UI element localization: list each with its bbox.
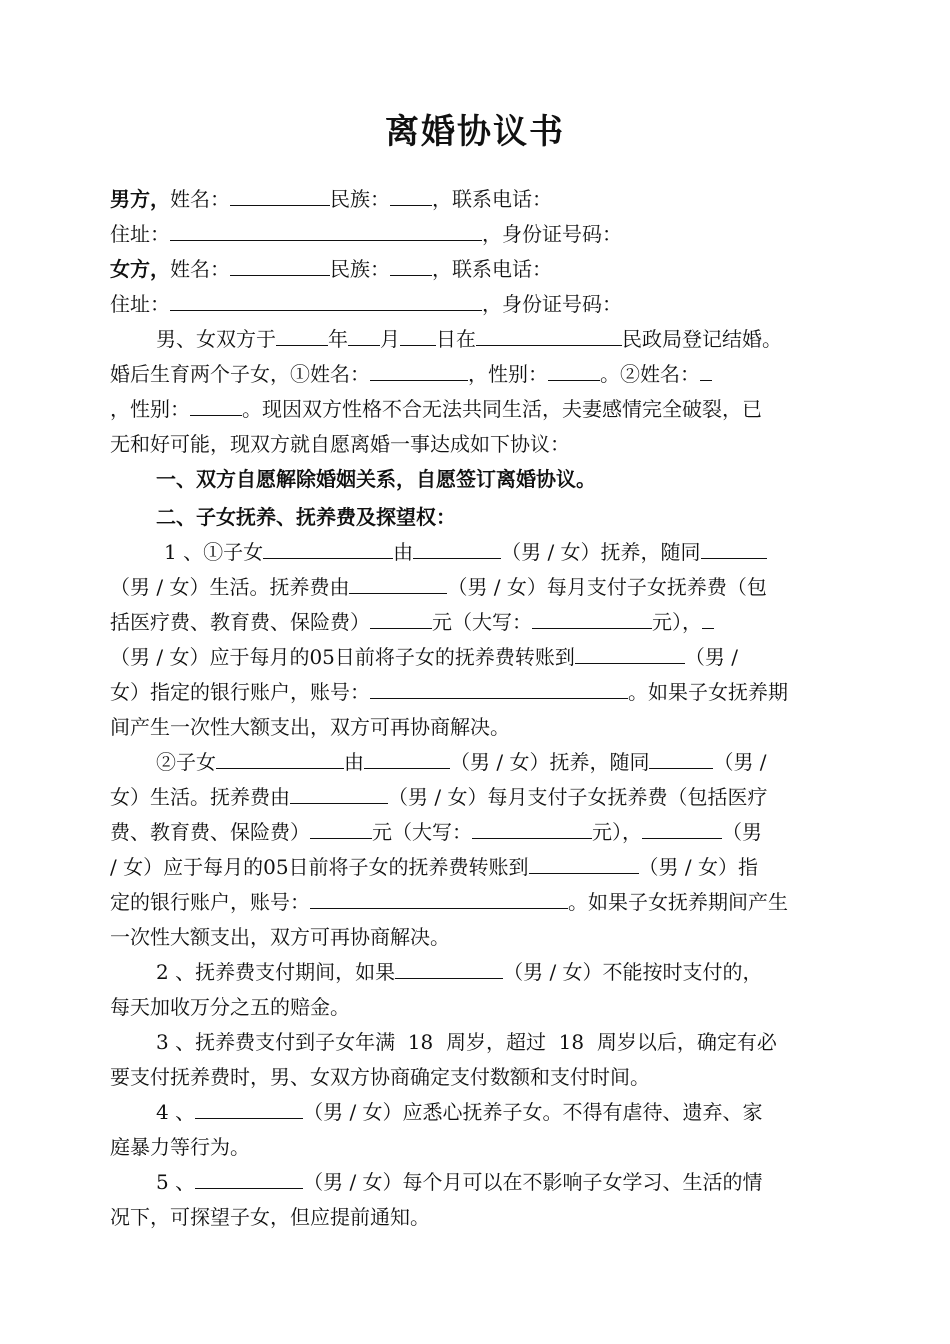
child1-payer2-blank[interactable] — [702, 609, 714, 629]
woman-name-label: 姓名： — [170, 257, 230, 281]
child1-line-5 — [110, 679, 788, 705]
man-info-line — [110, 186, 552, 212]
clause-text: ②子女 — [156, 750, 216, 774]
child1-account-blank[interactable] — [370, 679, 628, 699]
clause-text: （男 / 女）应于每月的05日前将子女的抚养费转账到 — [110, 645, 575, 669]
child1-line-1 — [164, 539, 767, 565]
child1-custodian-blank[interactable] — [413, 539, 501, 559]
clause-text: （男 / — [713, 750, 767, 774]
registry-office-blank[interactable] — [476, 326, 622, 346]
woman-info-line — [110, 256, 552, 282]
clause-text: 元）， — [592, 820, 642, 844]
child2-amount-words-blank[interactable] — [472, 819, 592, 839]
intro-text: 。现因双方性格不合无法共同生活，夫妻感情完全破裂，已 — [242, 397, 762, 421]
page-title: 离婚协议书 — [385, 112, 565, 152]
woman-id-label: ，身份证号码： — [482, 292, 622, 316]
child2-payer-blank[interactable] — [290, 784, 388, 804]
clause-text: 由 — [344, 750, 364, 774]
item4-line-1 — [156, 1099, 763, 1125]
clause-text: （男 / 女）应悉心抚养子女。不得有虐待、遗弃、家 — [303, 1100, 763, 1124]
man-address-line — [110, 221, 622, 247]
clause-text: 女）指定的银行账户，账号： — [110, 680, 370, 704]
clause-text: （男 / 女）不能按时支付的， — [503, 960, 763, 984]
item5-line-1 — [156, 1169, 763, 1195]
clause-text: （男 / 女）抚养，随同 — [501, 540, 701, 564]
child2-gender-blank[interactable] — [190, 396, 242, 416]
man-phone-label: ，联系电话： — [432, 187, 552, 211]
marriage-month-blank[interactable] — [348, 326, 380, 346]
child2-live-with-blank[interactable] — [649, 749, 713, 769]
intro-line-4: 无和好可能，现双方就自愿离婚一事达成如下协议： — [110, 432, 570, 456]
section-2-heading: 二、子女抚养、抚养费及探望权： — [156, 505, 456, 529]
child2-blank[interactable] — [216, 749, 344, 769]
clause-text: 女）生活。抚养费由 — [110, 785, 290, 809]
clause-text: 定的银行账户，账号： — [110, 890, 310, 914]
child2-line-2 — [110, 784, 767, 810]
child2-line-3 — [110, 819, 762, 845]
clause-text: / 女）应于每月的05日前将子女的抚养费转账到 — [110, 855, 529, 879]
child2-payer2-blank[interactable] — [642, 819, 722, 839]
marriage-day-blank[interactable] — [400, 326, 436, 346]
child2-name-blank[interactable] — [700, 361, 712, 381]
child1-payee-blank[interactable] — [575, 644, 685, 664]
child1-blank[interactable] — [263, 539, 393, 559]
child1-line-6: 间产生一次性大额支出，双方可再协商解决。 — [110, 715, 510, 739]
child1-line-3 — [110, 609, 714, 635]
clause-text: 2 、抚养费支付期间，如果 — [156, 960, 396, 984]
item5-visitor-blank[interactable] — [195, 1169, 303, 1189]
clause-text: （男 / — [684, 645, 739, 669]
item5-line-2: 况下，可探望子女，但应提前通知。 — [110, 1205, 430, 1229]
child2-line-6: 一次性大额支出，双方可再协商解决。 — [110, 925, 450, 949]
clause-text: 由 — [393, 540, 414, 564]
item2-line-2: 每天加收万分之五的赔金。 — [110, 995, 350, 1019]
child2-line-1 — [156, 749, 767, 775]
intro-text: 月 — [380, 327, 400, 351]
man-ethnicity-blank[interactable] — [390, 186, 432, 206]
man-address-blank[interactable] — [170, 221, 482, 241]
clause-text: （男 / 女）每月支付子女抚养费（包括医疗 — [388, 785, 768, 809]
child2-amount-blank[interactable] — [310, 819, 372, 839]
item4-custodian-blank[interactable] — [195, 1099, 303, 1119]
section-1-heading: 一、双方自愿解除婚姻关系，自愿签订离婚协议。 — [156, 467, 596, 491]
clause-text: 1 、①子女 — [164, 540, 264, 564]
man-label: 男方， — [110, 187, 170, 211]
intro-line-3 — [110, 396, 762, 422]
child2-line-5 — [110, 889, 788, 915]
intro-text: 。②姓名： — [600, 362, 700, 386]
intro-line-1 — [156, 326, 782, 352]
woman-phone-label: ，联系电话： — [432, 257, 552, 281]
child2-line-4 — [110, 854, 758, 880]
intro-line-2 — [110, 361, 712, 387]
intro-text: 日在 — [436, 327, 476, 351]
item3-line-1: 3 、抚养费支付到子女年满 18 周岁，超过 18 周岁以后，确定有必 — [156, 1030, 777, 1054]
intro-text: ，性别： — [110, 397, 190, 421]
intro-text: 男、女双方于 — [156, 327, 276, 351]
woman-address-blank[interactable] — [170, 291, 482, 311]
intro-text: 年 — [328, 327, 348, 351]
clause-text: （男 / 女）生活。抚养费由 — [110, 575, 350, 599]
clause-text: 。如果子女抚养期 — [628, 680, 788, 704]
clause-text: 4 、 — [156, 1100, 196, 1124]
man-name-blank[interactable] — [230, 186, 330, 206]
clause-text: （男 / 女）每月支付子女抚养费（包 — [447, 575, 767, 599]
child1-line-2 — [110, 574, 767, 600]
clause-text: 费、教育费、保险费） — [110, 820, 310, 844]
clause-text: 括医疗费、教育费、保险费） — [110, 610, 370, 634]
man-ethnicity-label: 民族： — [330, 187, 390, 211]
woman-label: 女方， — [110, 257, 170, 281]
marriage-year-blank[interactable] — [276, 326, 328, 346]
man-name-label: 姓名： — [170, 187, 230, 211]
child1-amount-blank[interactable] — [370, 609, 432, 629]
child2-account-blank[interactable] — [310, 889, 568, 909]
clause-text: 元（大写： — [372, 820, 472, 844]
clause-text: 元）， — [652, 610, 702, 634]
child1-payer-blank[interactable] — [349, 574, 447, 594]
item4-line-2: 庭暴力等行为。 — [110, 1135, 250, 1159]
child1-gender-blank[interactable] — [548, 361, 600, 381]
item2-line-1 — [156, 959, 763, 985]
man-id-label: ，身份证号码： — [482, 222, 622, 246]
child1-live-with-blank[interactable] — [701, 539, 767, 559]
clause-text: 元（大写： — [432, 610, 532, 634]
child2-payee-blank[interactable] — [529, 854, 639, 874]
intro-text: ，性别： — [468, 362, 548, 386]
child2-custodian-blank[interactable] — [364, 749, 450, 769]
clause-text: 5 、 — [156, 1170, 196, 1194]
item2-payer-blank[interactable] — [395, 959, 503, 979]
woman-name-blank[interactable] — [230, 256, 330, 276]
clause-text: （男 — [722, 820, 762, 844]
clause-text: （男 / 女）抚养，随同 — [450, 750, 650, 774]
child1-amount-words-blank[interactable] — [532, 609, 652, 629]
woman-ethnicity-blank[interactable] — [390, 256, 432, 276]
clause-text: （男 / 女）每个月可以在不影响子女学习、生活的情 — [303, 1170, 763, 1194]
woman-ethnicity-label: 民族： — [330, 257, 390, 281]
intro-text: 民政局登记结婚。 — [622, 327, 782, 351]
woman-address-line — [110, 291, 622, 317]
intro-text: 婚后生育两个子女，①姓名： — [110, 362, 370, 386]
child1-name-blank[interactable] — [370, 361, 468, 381]
man-address-label: 住址： — [110, 222, 170, 246]
clause-text: 。如果子女抚养期间产生 — [568, 890, 788, 914]
clause-text: （男 / 女）指 — [638, 855, 758, 879]
child1-line-4 — [110, 644, 738, 670]
woman-address-label: 住址： — [110, 292, 170, 316]
item3-line-2: 要支付抚养费时，男、女双方协商确定支付数额和支付时间。 — [110, 1065, 650, 1089]
